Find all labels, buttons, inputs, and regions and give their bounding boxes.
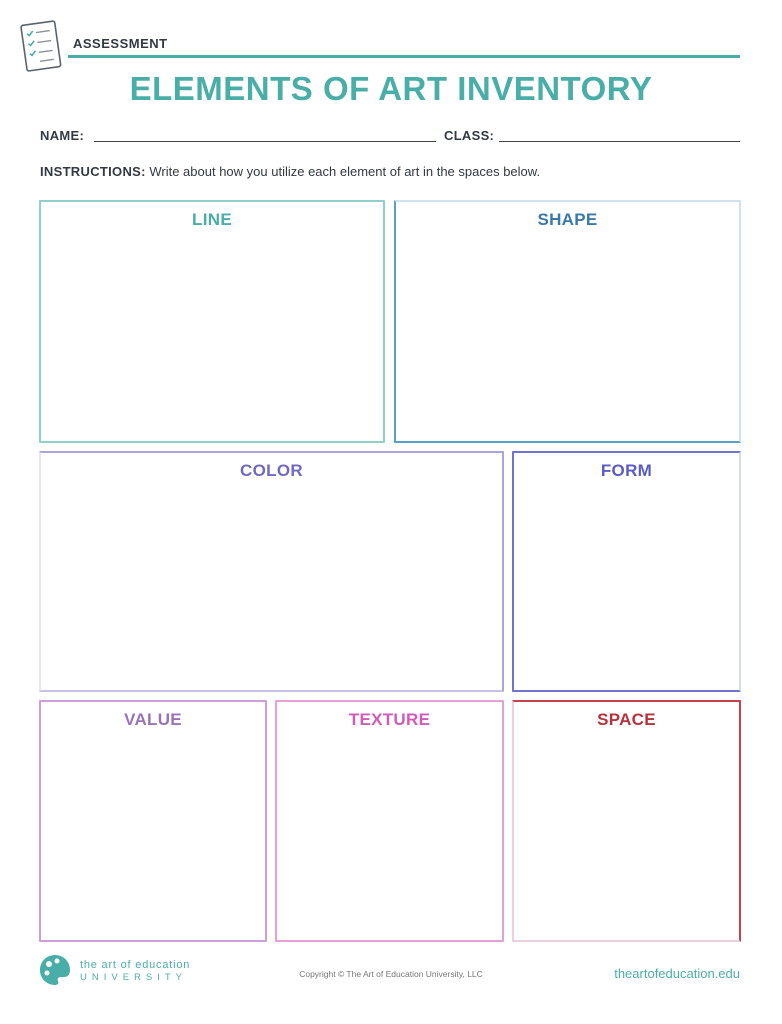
name-label: NAME: [40, 128, 85, 143]
box-title-space: SPACE [597, 710, 656, 729]
box-form[interactable] [512, 451, 741, 692]
logo-wordmark-top: the art of education [80, 959, 191, 971]
instructions-lead: INSTRUCTIONS: [40, 164, 146, 179]
box-title-texture: TEXTURE [348, 710, 431, 729]
logo-wordmark-bottom: UNIVERSITY [80, 972, 188, 983]
name-field[interactable] [94, 141, 436, 142]
box-value[interactable] [39, 700, 267, 942]
copyright-text: Copyright © The Art of Education University, LLC [299, 969, 483, 979]
page-title: ELEMENTS OF ART INVENTORY [129, 70, 653, 107]
box-title-value: VALUE [124, 710, 182, 729]
instructions-text: Write about how you utilize each element of art in the spaces below. [145, 164, 541, 179]
box-title-color: COLOR [240, 461, 303, 480]
class-field[interactable] [499, 141, 740, 142]
box-shape[interactable] [394, 200, 741, 443]
box-title-line: LINE [192, 210, 232, 229]
header-divider [68, 55, 740, 58]
box-space[interactable] [512, 700, 741, 942]
section-label: ASSESSMENT [73, 36, 168, 51]
instructions [40, 164, 540, 179]
box-texture[interactable] [275, 700, 504, 942]
box-title-shape: SHAPE [537, 210, 598, 229]
box-title-form: FORM [600, 461, 653, 480]
box-line[interactable] [39, 200, 385, 443]
box-color[interactable] [39, 451, 504, 692]
website-link[interactable]: theartofeducation.edu [614, 966, 740, 981]
class-label: CLASS: [444, 128, 495, 143]
checklist-icon [16, 18, 66, 76]
